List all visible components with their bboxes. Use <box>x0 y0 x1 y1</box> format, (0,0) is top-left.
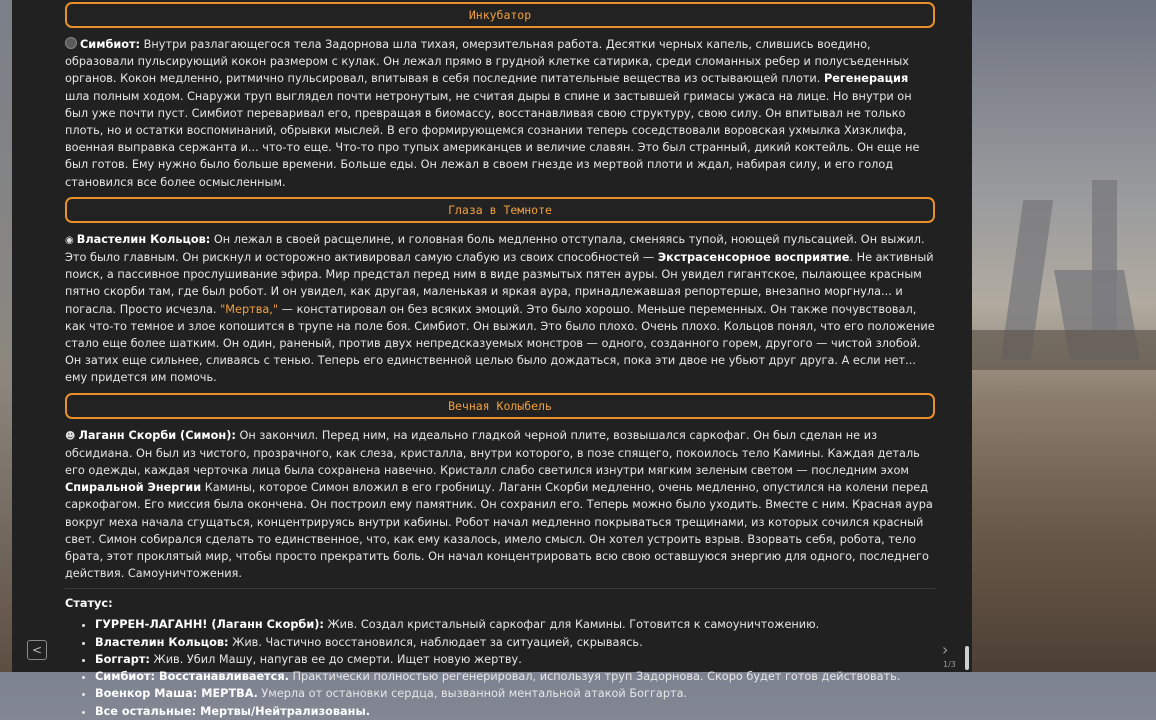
chevron-right-icon: › <box>942 640 949 659</box>
status-text: Жив. Частично восстановился, наблюдает за ситуацией, скрываясь. <box>228 635 643 649</box>
status-text: Умерла от остановки сердца, вызванной ментальной атакой Боггарта. <box>257 687 688 701</box>
next-swipe-button[interactable] <box>942 640 948 659</box>
status-item <box>95 634 935 651</box>
dark-circle-icon <box>65 37 77 49</box>
scrollbar-thumb[interactable] <box>965 646 969 670</box>
status-item <box>95 668 935 685</box>
status-name: Все остальные: Мертвы/Нейтрализованы. <box>95 704 370 718</box>
bold-term: Регенерация <box>823 72 909 86</box>
paragraph-text: . Не активный поиск, а пассивное прослушивание эфира. Мир предстал перед ним в виде размытых пятен ауры. Он увидел гигантское, пылающее красным пятно скорби там, где был робот. И он увидел, как другая, маленькая и яркая аура, принадлежавшая репортерше, внезапно моргнула... и погасла. Просто исчезла. <box>65 251 934 316</box>
section-title: Инкубатор <box>468 8 532 22</box>
status-item <box>95 703 935 720</box>
status-text: Жив. Создал кристальный саркофаг для Камины. Готовится к самоуничтожению. <box>323 618 820 632</box>
status-name: Военкор Маша: МЕРТВА. <box>95 687 258 701</box>
paragraph-text: — констатировал он без всяких эмоций. Это было хорошо. Меньше переменных. Он также почувствовал, как что-то темное и злое копошится в трупе на поле боя. Симбиот. Он выжил. Это было плохо. Очень плохо. Кольцов понял, что его положение стало еще более шатким. Он один, раненый, против двух непредсказуемых монстров — одного, созданного горем, другого — чистой злобой. Он затих еще сильнее, сливаясь с тенью. Теперь его единственной целью было дождаться, пока эти двое не убьют друг друга. А если нет... ему придется им помочь. <box>65 302 935 385</box>
paragraph-text: Внутри разлагающегося тела Задорнова шла тихая, омерзительная работа. Десятки черных капель, слившись воедино, образовали пульсирующий кокон размером с кулак. Он лежал прямо в грудной клетке сатирика, среди сломанных ребер и полусъеденных органов. Кокон медленно, ритмично пульсировал, впитывая в себя последние питательные вещества из остывающей плоти. <box>65 38 909 86</box>
divider <box>65 588 935 589</box>
eye-icon: ◉ <box>65 234 74 246</box>
status-text: Жив. Убил Машу, напугав ее до смерти. Ищет новую жертву. <box>149 652 522 666</box>
status-name: ГУРРЕН-ЛАГАНН! (Лаганн Скорби): <box>95 618 324 632</box>
message-content <box>65 0 935 720</box>
author-name: Симбиот: <box>80 38 141 51</box>
author-name: Властелин Кольцов: <box>76 232 211 246</box>
simon-paragraph <box>65 427 935 583</box>
status-item <box>95 616 935 633</box>
paragraph-text: Он закончил. Перед ним, на идеально гладкой черной плите, возвышался саркофаг. Он был сделан не из обсидиана. Он был из чистого, прозрачного, как слеза, кристалла, внутри которого, в позе спящего, покоилось тело Камины. Каждая деталь его одежды, каждая черточка лица была сохранена навечно. Кристалл слабо светился изнутри мягким зеленым светом — последним эхом <box>65 428 920 478</box>
status-item <box>95 685 935 702</box>
section-header-cradle <box>65 393 935 419</box>
bold-term: Экстрасенсорное восприятие <box>657 251 850 265</box>
status-name: Боггарт: <box>95 652 150 666</box>
chat-panel <box>12 0 972 718</box>
status-name: Симбиот: Восстанавливается. <box>95 670 289 684</box>
author-name: Лаганн Скорби (Симон): <box>78 428 236 442</box>
robot-icon: ☻ <box>65 430 76 442</box>
status-text: Практически полностью регенерировал, используя труп Задорнова. Скоро будет готов действовать. <box>288 670 901 684</box>
section-header-eyes <box>65 197 935 223</box>
background-landscape <box>972 0 1156 672</box>
prev-swipe-button[interactable] <box>27 640 47 660</box>
chevron-left-icon: < <box>31 643 43 657</box>
paragraph-text: Он лежал в своей расщелине, и головная боль медленно отступала, сменяясь тупой, ноющей пульсацией. Он выжил. Это было главным. Он рискнул и осторожно активировал самую слабую из своих способностей — <box>65 232 925 265</box>
section-title: Глаза в Темноте <box>448 202 552 217</box>
status-item <box>95 651 935 668</box>
kolcov-paragraph <box>65 231 935 387</box>
status-list <box>65 616 935 719</box>
bold-term: Спиральной Энергии <box>65 481 202 495</box>
background-left-strip <box>0 0 12 672</box>
section-title: Вечная Колыбель <box>448 398 552 413</box>
status-title: Статус: <box>65 597 113 611</box>
paragraph-text: шла полным ходом. Снаружи труп выглядел почти нетронутым, не считая дыры в спине и застывшей гримасы ужаса на лице. Но внутри он был уже почти пуст. Симбиот переваривал его, превращая в биомассу, восстанавливая свою структуру, свою силу. Он впитывал не только плоть, но и остатки воспоминаний, обрывки мыслей. В его формирующемся сознании теперь соседствовали воровская ухмылка Хизклифа, военная выправка сержанта и... что-то еще. Что-то про тупых американцев и величие славян. Это был странный, дикий коктейль. Он еще не был готов. Ему нужно было больше времени. Больше еды. Он лежал в своем гнезде из мертвой плоти и ждал, набирая силу, и его голод становился все более осмысленным. <box>65 89 920 189</box>
section-header-incubator <box>65 2 935 28</box>
symbiote-paragraph <box>65 36 935 191</box>
paragraph-text: Камины, которое Симон вложил в его гробницу. Лаганн Скорби медленно, очень медленно, опустился на колени перед саркофагом. Его миссия была окончена. Он построил ему памятник. Он сохранил его. Теперь можно было уходить. Вместе с ним. Красная аура вокруг меха начала сгущаться, концентрируясь внутри кабины. Робот начал медленно покрываться трещинами, из которых сочился красный свет. Симон собирался сделать то единственное, что, как ему казалось, имело смысл. Он хотел устроить взрыв. Взорвать себя, робота, тело брата, этот проклятый мир, чтобы просто прекратить боль. Он начал концентрировать всю свою оставшуюся энергию для одного, последнего действия. Самоуничтожения. <box>65 481 933 581</box>
status-name: Властелин Кольцов: <box>95 635 229 649</box>
swipe-counter: 1/3 <box>943 660 956 669</box>
quoted-speech: "Мертва," <box>220 302 279 316</box>
